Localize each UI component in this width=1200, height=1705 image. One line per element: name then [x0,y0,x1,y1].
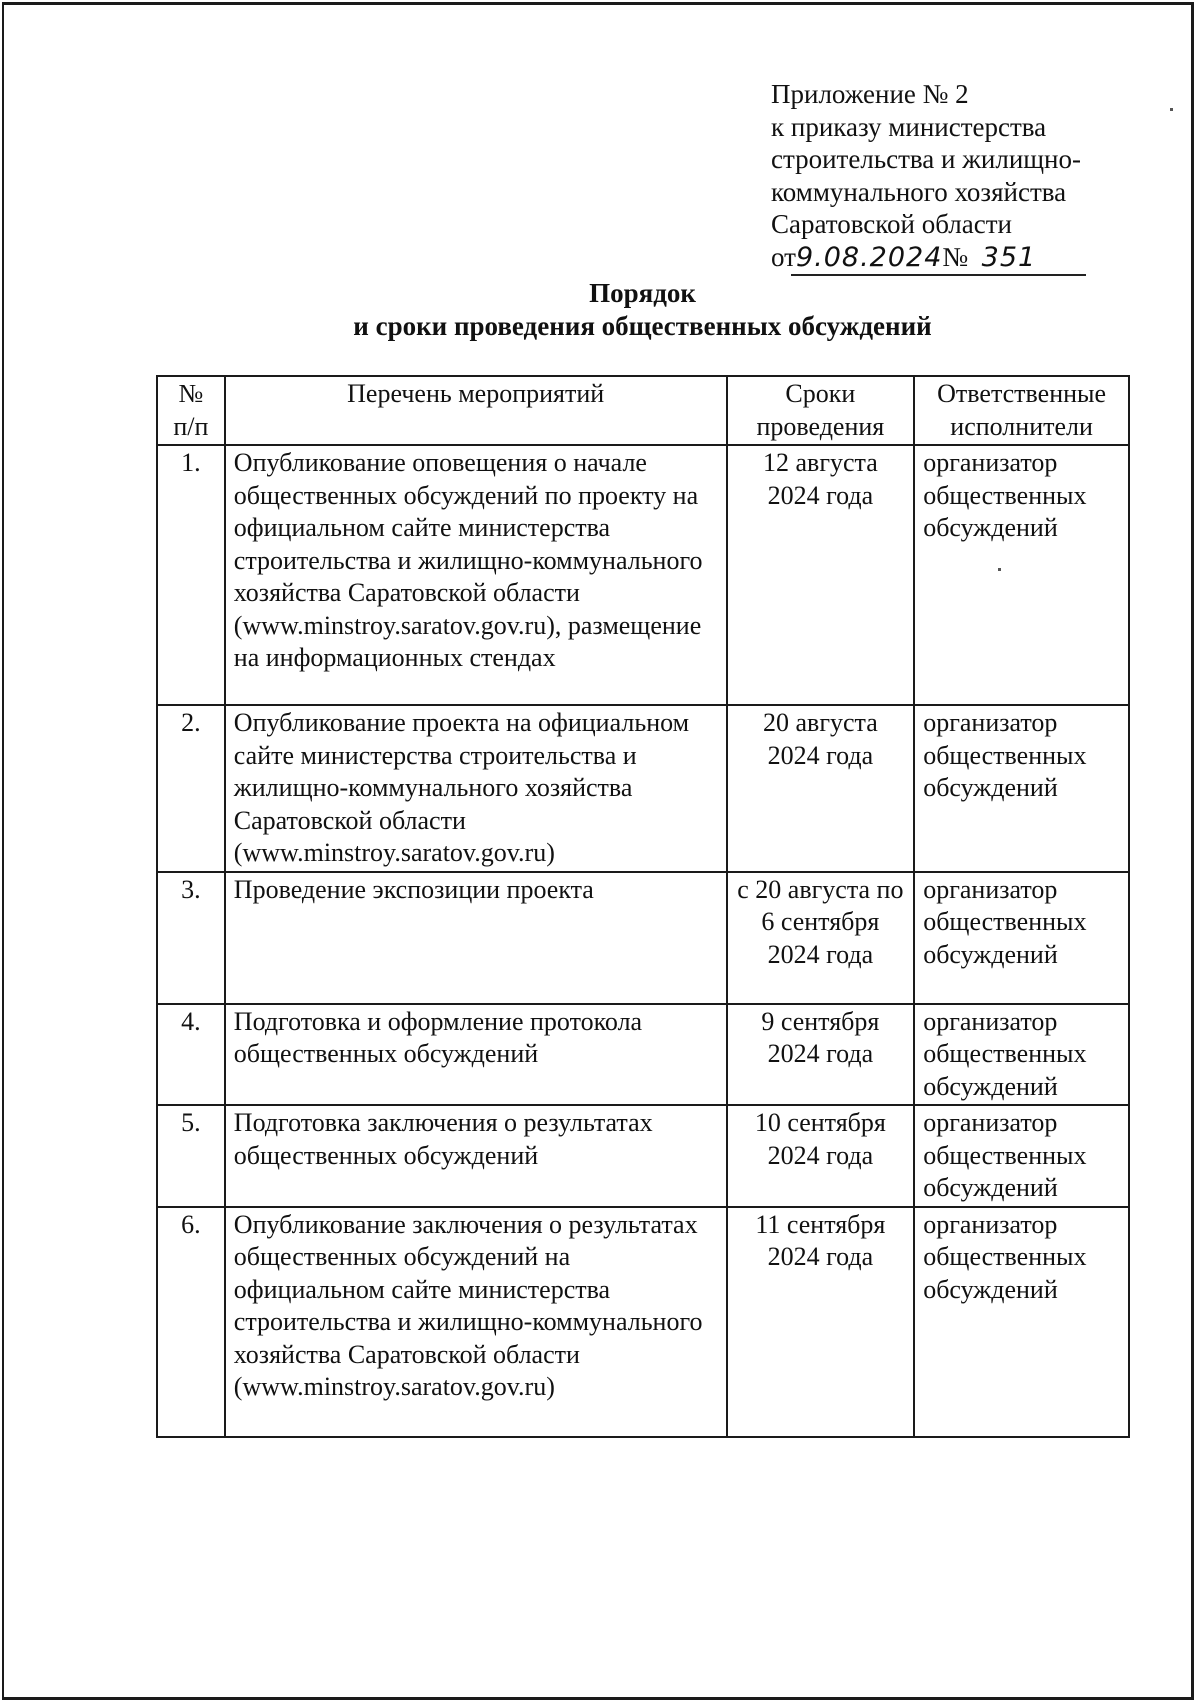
appendix-line: Саратовской области [771,209,1012,239]
table-row [157,1207,1129,1437]
scan-artifact-dot [1170,108,1173,111]
cell-date: 9 сентября 2024 года [727,1004,915,1106]
table-row [157,705,1129,872]
cell-task: Опубликование проекта на официальном сайте министерства строительства и жилищно-коммунального хозяйства Саратовской области (www.minstroy.saratov.gov.ru) [225,705,727,872]
handwritten-date: 9.08.2024 [795,241,943,273]
handwritten-number: 351 [981,241,1037,273]
header-task: Перечень мероприятий [225,376,727,445]
table-header-row [157,376,1129,445]
cell-num: 1. [157,445,225,705]
number-prefix: № [942,241,969,272]
cell-num: 5. [157,1105,225,1207]
date-prefix: от [771,241,796,272]
cell-resp: организатор общественных обсуждений [914,1207,1129,1437]
cell-task: Подготовка и оформление протокола общественных обсуждений [225,1004,727,1106]
cell-date: с 20 августа по 6 сентября 2024 года [727,872,915,1004]
appendix-line: Приложение № 2 [771,79,969,109]
cell-num: 4. [157,1004,225,1106]
cell-date: 11 сентября 2024 года [727,1207,915,1437]
cell-resp: организатор общественных обсуждений [914,1004,1129,1106]
appendix-line: коммунального хозяйства [771,176,1067,207]
cell-num: 6. [157,1207,225,1437]
cell-task: Подготовка заключения о результатах общественных обсуждений [225,1105,727,1207]
header-resp: Ответственные исполнители [914,376,1129,445]
header-date: Сроки проведения [727,376,915,445]
cell-date: 10 сентября 2024 года [727,1105,915,1207]
title-line: и сроки проведения общественных обсуждений [353,311,932,341]
title-line: Порядок [589,278,696,308]
cell-date: 20 августа 2024 года [727,705,915,872]
cell-task: Опубликование оповещения о начале общественных обсуждений по проекту на официальном сайте министерства строительства и жилищно-коммунального хозяйства Саратовской области (www.minstroy.saratov.gov.ru), размещение на информационных стендах [225,445,727,705]
cell-num: 2. [157,705,225,872]
table-row [157,1004,1129,1106]
cell-resp: организатор общественных обсуждений [914,705,1129,872]
cell-date: 12 августа 2024 года [727,445,915,705]
cell-resp: организатор общественных обсуждений [914,1105,1129,1207]
document-title [0,277,1200,343]
appendix-block [771,78,1111,274]
cell-num: 3. [157,872,225,1004]
header-num: № п/п [157,376,225,445]
cell-task: Опубликование заключения о результатах общественных обсуждений на официальном сайте министерства строительства и жилищно-коммунального хозяйства Саратовской области (www.minstroy.saratov.gov.ru) [225,1207,727,1437]
cell-resp: организатор общественных обсуждений [914,872,1129,1004]
signature-underline [791,274,1086,276]
appendix-line: строительства и жилищно- [771,144,1081,174]
cell-task: Проведение экспозиции проекта [225,872,727,1004]
table-row [157,872,1129,1004]
order-date-line [771,241,1111,275]
schedule-table [156,375,1130,1438]
appendix-line: к приказу министерства [771,111,1047,142]
cell-resp: организатор общественных обсуждений [914,445,1129,705]
table-row [157,1105,1129,1207]
table-row [157,445,1129,705]
